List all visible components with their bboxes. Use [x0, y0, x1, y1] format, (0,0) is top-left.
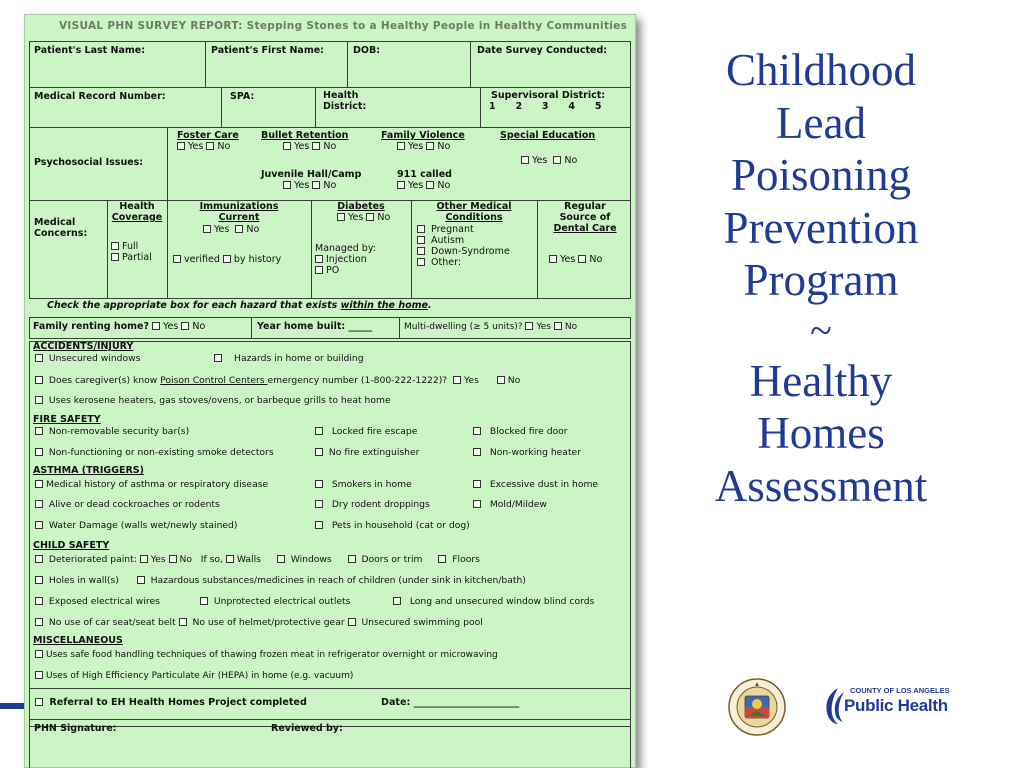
checkbox[interactable]	[393, 597, 401, 605]
checkbox[interactable]	[417, 225, 425, 233]
checkbox[interactable]	[549, 255, 557, 263]
checkbox[interactable]	[453, 376, 461, 384]
phn-signature-label: PHN Signature:	[34, 723, 117, 734]
juvenile-hall-options: Yes No	[283, 181, 336, 192]
checkbox[interactable]	[35, 500, 43, 508]
checkbox[interactable]	[315, 266, 323, 274]
checkbox[interactable]	[497, 376, 505, 384]
row-paint: Deteriorated paint: Yes No If so, Walls Windows Doors or trim Floors	[35, 555, 480, 566]
checkbox[interactable]	[35, 698, 43, 706]
foster-care-options: Yes No	[177, 142, 230, 153]
condition-other: Other:	[417, 258, 461, 269]
instruction-text: Check the appropriate box for each hazard that exists within the home.	[47, 300, 432, 311]
row-blocked-door: Blocked fire door	[473, 427, 568, 438]
checkbox[interactable]	[177, 142, 185, 150]
other-conditions-label-2: Conditions	[445, 212, 503, 223]
referral-date-field[interactable]: Date: ______________________	[381, 697, 520, 708]
dental-label-2: Source of	[559, 212, 611, 223]
row-food-handling: Uses safe food handling techniques of thawing frozen meat in refrigerator overnight or microwaving	[35, 650, 498, 660]
checkbox[interactable]	[277, 555, 285, 563]
dental-label-3: Dental Care	[553, 223, 617, 234]
special-education-label: Special Education	[500, 130, 596, 141]
checkbox[interactable]	[226, 555, 234, 563]
checkbox[interactable]	[417, 247, 425, 255]
checkbox[interactable]	[35, 427, 43, 435]
checkbox[interactable]	[337, 213, 345, 221]
public-health-logo	[818, 684, 968, 728]
reviewed-by-label: Reviewed by:	[271, 723, 343, 734]
immunizations-verification: verified by history	[173, 255, 281, 266]
multi-dwelling: Multi-dwelling (≥ 5 units)? Yes No	[404, 322, 578, 332]
row-smoke-detectors: Non-functioning or non-existing smoke detectors	[35, 448, 274, 459]
row-safety-gear: No use of car seat/seat belt No use of helmet/protective gear Unsecured swimming pool	[35, 618, 483, 629]
title-line-1: Childhood	[725, 45, 917, 95]
other-conditions-label-1: Other Medical	[436, 201, 512, 212]
row-unsecured-windows: Unsecured windows Hazards in home or building	[35, 354, 364, 365]
row-cockroaches: Alive or dead cockroaches or rodents	[35, 500, 220, 511]
diabetes-label: Diabetes	[337, 201, 385, 212]
row-poison-control: Does caregiver(s) know Poison Control Centers emergency number (1-800-222-1222)? Yes No	[35, 376, 520, 387]
checkbox[interactable]	[473, 480, 481, 488]
checkbox[interactable]	[169, 555, 177, 563]
survey-form	[24, 14, 636, 768]
checkbox[interactable]	[315, 480, 323, 488]
title-line-4: Prevention	[723, 202, 919, 253]
row-dust: Excessive dust in home	[473, 480, 598, 491]
row-mold: Mold/Mildew	[473, 500, 547, 511]
checkbox[interactable]	[179, 618, 187, 626]
juvenile-hall-label: Juvenile Hall/Camp	[261, 169, 362, 180]
row-wires: Exposed electrical wires	[35, 597, 160, 608]
checkbox[interactable]	[525, 322, 533, 330]
survey-date-label: Date Survey Conducted:	[477, 45, 608, 56]
checkbox[interactable]	[35, 555, 43, 563]
form-title: VISUAL PHN SURVEY REPORT: Stepping Stones to a Healthy People in Healthy Communities	[59, 20, 628, 32]
first-name-label: Patient's First Name:	[211, 45, 324, 56]
row-holes: Holes in wall(s) Hazardous substances/medicines in reach of children (under sink in kitchen/bath)	[35, 576, 526, 587]
checkbox[interactable]	[35, 576, 43, 584]
called-911-label: 911 called	[397, 169, 452, 180]
dental-label-1: Regular	[564, 201, 606, 212]
checkbox[interactable]	[417, 236, 425, 244]
checkbox[interactable]	[35, 448, 43, 456]
checkbox[interactable]	[35, 597, 43, 605]
family-renting: Family renting home? Yes No	[33, 321, 206, 332]
checkbox[interactable]	[578, 255, 586, 263]
section-child: CHILD SAFETY	[33, 540, 110, 551]
accent-bar	[0, 703, 24, 709]
checkbox[interactable]	[35, 521, 43, 529]
checkbox[interactable]	[35, 396, 43, 404]
county-seal-icon	[728, 678, 786, 736]
row-water-damage: Water Damage (walls wet/newly stained)	[35, 521, 237, 532]
checkbox[interactable]	[521, 156, 529, 164]
row-smokers: Smokers in home	[315, 480, 412, 491]
public-health-text: Public Health	[844, 696, 948, 715]
checkbox[interactable]	[315, 255, 323, 263]
checkbox[interactable]	[140, 555, 148, 563]
checkbox[interactable]	[348, 555, 356, 563]
section-misc: MISCELLANEOUS	[33, 635, 123, 646]
medical-label-2: Concerns:	[34, 228, 88, 239]
bullet-retention-label: Bullet Retention	[261, 130, 349, 141]
checkbox[interactable]	[554, 322, 562, 330]
checkbox[interactable]	[235, 225, 243, 233]
supervisoral-numbers: 1 2 3 4 5	[489, 101, 602, 112]
immunizations-label-2: Current	[218, 212, 260, 223]
row-blind-cords: Long and unsecured window blind cords	[393, 597, 594, 608]
row-heater: Non-working heater	[473, 448, 581, 459]
bullet-retention-options: Yes No	[283, 142, 336, 153]
section-accidents: ACCIDENTS/INJURY	[33, 341, 134, 352]
dental-options: Yes No	[549, 255, 602, 266]
checkbox[interactable]	[315, 500, 323, 508]
row-asthma-history: Medical history of asthma or respiratory disease	[35, 480, 268, 491]
health-district-label-1: Health	[323, 90, 359, 101]
county-name-text: COUNTY OF LOS ANGELES	[850, 686, 950, 695]
checkbox[interactable]	[438, 555, 446, 563]
family-violence-options: Yes No	[397, 142, 450, 153]
slide-title	[676, 44, 966, 512]
checkbox[interactable]	[315, 448, 323, 456]
spa-label: SPA:	[230, 91, 255, 102]
checkbox[interactable]	[152, 322, 160, 330]
checkbox[interactable]	[35, 376, 43, 384]
checkbox[interactable]	[206, 142, 214, 150]
medical-label-1: Medical	[34, 217, 76, 228]
title-line-3: Poisoning	[730, 150, 912, 200]
checkbox[interactable]	[200, 597, 208, 605]
managed-by-label: Managed by:	[315, 243, 376, 254]
psychosocial-label: Psychosocial Issues:	[34, 157, 144, 168]
coverage-full: Full	[111, 242, 138, 253]
checkbox[interactable]	[214, 354, 222, 362]
section-asthma: ASTHMA (TRIGGERS)	[33, 465, 144, 476]
condition-pregnant: Pregnant	[417, 225, 474, 236]
mrn-label: Medical Record Number:	[34, 91, 166, 102]
checkbox[interactable]	[35, 650, 43, 658]
year-built-field[interactable]: Year home built: _____	[257, 321, 373, 332]
subtitle-line-1: Healthy	[749, 355, 893, 406]
checkbox[interactable]	[473, 427, 481, 435]
title-line-2: Lead	[776, 97, 866, 148]
condition-autism: Autism	[417, 236, 464, 247]
checkbox[interactable]	[426, 142, 434, 150]
checkbox[interactable]	[366, 213, 374, 221]
checkbox[interactable]	[553, 156, 561, 164]
checkbox[interactable]	[35, 354, 43, 362]
row-referral: Referral to EH Health Homes Project completed	[35, 697, 307, 708]
health-coverage-label-1: Health	[119, 201, 155, 212]
foster-care-label: Foster Care	[177, 130, 239, 141]
diabetes-options: Yes No	[337, 213, 390, 224]
managed-po: PO	[315, 266, 339, 277]
family-violence-label: Family Violence	[381, 130, 465, 141]
immunizations-options: Yes No	[203, 225, 259, 236]
row-no-extinguisher: No fire extinguisher	[315, 448, 419, 459]
checkbox[interactable]	[315, 427, 323, 435]
checkbox[interactable]	[111, 253, 119, 261]
checkbox[interactable]	[173, 255, 181, 263]
row-security-bars: Non-removable security bar(s)	[35, 427, 189, 438]
checkbox[interactable]	[312, 142, 320, 150]
checkbox[interactable]	[397, 181, 405, 189]
checkbox[interactable]	[312, 181, 320, 189]
title-tilde: ~	[810, 307, 832, 353]
health-coverage-label-2: Coverage	[111, 212, 163, 223]
checkbox[interactable]	[426, 181, 434, 189]
row-droppings: Dry rodent droppings	[315, 500, 430, 511]
row-pets: Pets in household (cat or dog)	[315, 521, 470, 532]
supervisoral-label: Supervisoral District:	[491, 90, 606, 101]
called-911-options: Yes No	[397, 181, 450, 192]
checkbox[interactable]	[348, 618, 356, 626]
row-hepa: Uses of High Efficiency Particulate Air (HEPA) in home (e.g. vacuum)	[35, 671, 353, 681]
row-locked-escape: Locked fire escape	[315, 427, 417, 438]
health-district-label-2: District:	[323, 101, 367, 112]
managed-injection: Injection	[315, 255, 367, 266]
checkbox[interactable]	[473, 448, 481, 456]
immunizations-label-1: Immunizations	[199, 201, 279, 212]
special-education-options: Yes No	[521, 156, 577, 167]
checkbox[interactable]	[181, 322, 189, 330]
checkbox[interactable]	[35, 618, 43, 626]
checkbox[interactable]	[203, 225, 211, 233]
checkbox[interactable]	[223, 255, 231, 263]
checkbox[interactable]	[35, 480, 43, 488]
condition-down-syndrome: Down-Syndrome	[417, 247, 510, 258]
checkbox[interactable]	[473, 500, 481, 508]
checkbox[interactable]	[137, 576, 145, 584]
row-kerosene: Uses kerosene heaters, gas stoves/ovens, or barbeque grills to heat home	[35, 396, 391, 407]
section-fire: FIRE SAFETY	[33, 414, 101, 425]
checkbox[interactable]	[283, 142, 291, 150]
subtitle-line-2: Homes	[757, 408, 885, 458]
checkbox[interactable]	[397, 142, 405, 150]
checkbox[interactable]	[417, 258, 425, 266]
dob-label: DOB:	[353, 45, 381, 56]
row-outlets: Unprotected electrical outlets	[200, 597, 350, 608]
checkbox[interactable]	[283, 181, 291, 189]
checkbox[interactable]	[35, 671, 43, 679]
checkbox[interactable]	[111, 242, 119, 250]
last-name-label: Patient's Last Name:	[34, 45, 146, 56]
checkbox[interactable]	[315, 521, 323, 529]
coverage-partial: Partial	[111, 253, 152, 264]
subtitle-line-3: Assessment	[714, 460, 928, 511]
title-line-5: Program	[743, 255, 899, 305]
